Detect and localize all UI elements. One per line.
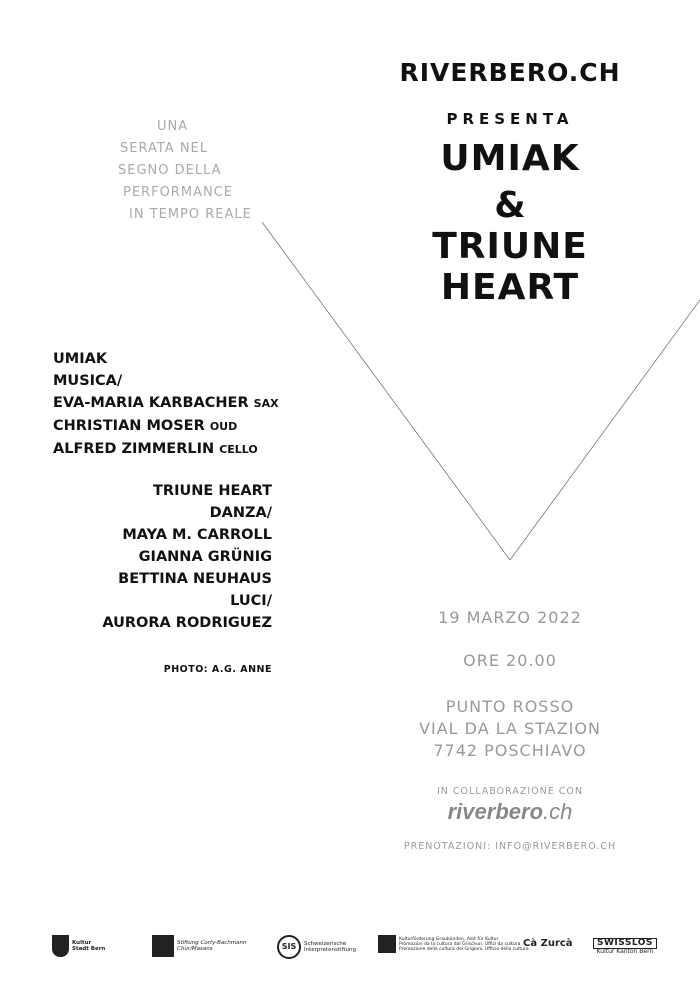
dancer-name: BETTINA NEUHAUS [118,571,272,587]
booking-info: PRENOTAZIONI: INFO@RIVERBERO.CH [403,841,617,852]
swisslos-logo: SWISSLOS [593,938,657,949]
tagline-line: PERFORMANCE [123,185,233,200]
member-instrument: SAX [253,397,279,410]
dancer-name: GIANNA GRÜNIG [138,549,272,565]
sponsor-text: Promoziun da la cultura dal Grischun. Uffizi da cultura [399,941,521,947]
event-time: ORE 20.00 [463,651,557,670]
title-umiak: UMIAK [440,138,580,179]
credits-umiak [53,348,279,461]
event-date: 19 MARZO 2022 [438,608,582,627]
event-venue [410,696,610,762]
credits-triune-heart [100,480,272,634]
member-row [53,415,279,438]
sponsor-swisslos [593,938,657,955]
sponsor-text: Kulturförderung Graubünden. Amt für Kultur [399,936,499,942]
sponsor-text: Schweizerische [304,940,347,947]
member-name: CHRISTIAN MOSER [53,418,205,434]
sponsor-stadt-bern [52,935,105,957]
sponsor-graubuenden [378,935,529,953]
sponsor-text: Promozione della cultura dei Grigioni. Ufficio della cultura [399,946,529,952]
diagonal-line-right [510,300,700,560]
title-ampersand: & [494,185,526,226]
venue-line: VIAL DA LA STAZION [419,719,601,738]
group-name: TRIUNE HEART [153,483,272,499]
sponsor-text: Kultur Kanton Bern [596,947,654,955]
sponsor-sis [277,935,356,959]
role-label: LUCI/ [230,593,272,609]
member-name: EVA-MARIA KARBACHER [53,395,249,411]
sponsor-text: Stadt Bern [72,946,106,952]
member-row [53,438,279,461]
brand-title: RIVERBERO.CH [399,58,621,87]
sponsor-corty-bachmann [152,935,247,957]
riverbero-logo [410,799,610,825]
sponsor-text: Interpretenstiftung [304,947,356,953]
sis-logo-icon: SIS [277,935,301,959]
member-row [53,392,279,415]
dancer-name: MAYA M. CARROLL [122,527,272,543]
logo-bold: riverbero [447,799,544,824]
venue-line: PUNTO ROSSO [445,697,575,716]
music-logo-icon [152,935,174,957]
role-label: DANZA/ [209,505,272,521]
member-instrument: CELLO [219,443,258,456]
sponsor-text: Kultur [72,939,92,946]
venue-line: 7742 POSCHIAVO [433,741,587,760]
sponsor-text: Stiftung Corty-Bachmann [177,939,247,946]
role-label: MUSICA/ [53,373,123,389]
tagline-line: SERATA NEL [120,141,208,156]
bern-crest-icon [52,935,69,957]
member-instrument: OUD [209,420,238,433]
graubuenden-crest-icon [378,935,396,953]
presenta-label: PRESENTA [446,110,574,128]
title-triune-heart: TRIUNE HEART [432,226,588,308]
photo-credit: PHOTO: A.G. ANNE [163,664,272,675]
sponsor-ca-zurca: Cà Zurcà [523,938,573,949]
collab-label: IN COLLABORAZIONE CON [436,786,584,797]
group-name: UMIAK [53,351,108,367]
member-name: ALFRED ZIMMERLIN [53,441,215,457]
tagline-line: SEGNO DELLA [118,163,222,178]
tagline-line: IN TEMPO REALE [129,207,252,222]
lights-name: AURORA RODRIGUEZ [102,615,272,631]
logo-rest: .ch [543,799,573,824]
sponsor-text: Chur/Masans [177,946,213,952]
tagline-line: UNA [157,119,189,134]
